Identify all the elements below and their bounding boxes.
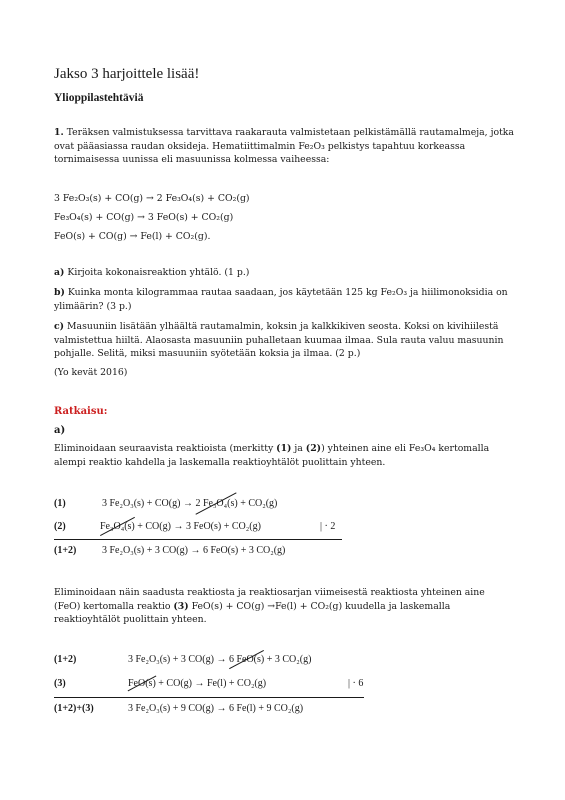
block1-row-3: 3 Fe₂O₃(s) + 3 CO(g) → 6 FeO(s) + 3 CO₂(g) (102, 545, 286, 556)
block1-label-1: (1) (54, 498, 66, 509)
solution-heading: Ratkaisu: (54, 406, 108, 417)
task-intro-text: Teräksen valmistuksessa tarvittava raakarauta valmistetaan pelkistämällä rautamalmeja, jotka ovat pääasiassa raudan oksideja. Hematiittimalmin Fe₂O₃ pelkistys tapahtuu korkeassa tornimaisessa uunissa eli masuunissa kolmessa vaiheessa: (54, 127, 514, 166)
question-c-text: Masuuniin lisätään ylhäältä rautamalmin, koksin ja kalkkikiven seosta. Koksi on kivihiilestä valmistettua hiiltä. Alaosasta masuuniin puhalletaan kuumaa ilmaa. Sula rauta valuu masuunin pohjalle. Selitä, miksi masuuniin syötetään koksia ja ilmaa. (2 p.) (54, 321, 504, 360)
question-b (54, 286, 514, 313)
block1-label-2: (2) (54, 521, 66, 532)
block2-row-1-rhs: + 3 CO₂(g) (264, 654, 312, 665)
block2-row-1-lhs: 3 Fe₂O₃(s) + 3 CO(g) → (128, 654, 229, 665)
block2-label-3: (1+2)+(3) (54, 703, 94, 714)
block1-sum-line (54, 539, 342, 540)
block2-row-3: 3 Fe₂O₃(s) + 9 CO(g) → 6 Fe(l) + 9 CO₂(g) (128, 703, 304, 714)
solution-p1-ref-2: (2) (305, 443, 322, 454)
block1-row-1-lhs: 3 Fe₂O₃(s) + CO(g) → (102, 498, 196, 509)
reaction-3: FeO(s) + CO(g) → Fe(l) + CO₂(g). (54, 231, 211, 242)
block1-row-1-cancelled: 2 Fe₃O₄(s) (195, 498, 238, 509)
reaction-2: Fe₃O₄(s) + CO(g) → 3 FeO(s) + CO₂(g) (54, 212, 234, 223)
question-c (54, 320, 514, 361)
question-b-text: Kuinka monta kilogrammaa rautaa saadaan, jos käytetään 125 kg Fe₂O₃ ja hiilimonoksidia on ylimäärin? (3 p.) (54, 287, 508, 312)
page-title: Jakso 3 harjoittele lisää! (54, 66, 200, 82)
solution-p2-text-a: Eliminoidaan näin saadusta reaktiosta ja reaktiosarjan viimeisestä reaktiosta yhteinen aine (FeO) kertomalla reaktio (54, 587, 485, 612)
block2-row-2-cancelled: FeO(s) (128, 678, 156, 689)
solution-p2-text-b: FeO(s) + CO(g) →Fe(l) + CO₂(g) kuudella ja laskemalla reaktioyhtälöt puolittain yhteen. (54, 600, 451, 626)
solution-paragraph-1 (54, 442, 514, 469)
block2-sum-line (54, 697, 364, 698)
solution-part-a-label: a) (54, 425, 66, 436)
solution-p1-text-mid: ja (291, 443, 306, 454)
solution-p1-text-a: Eliminoidaan seuraavista reaktioista (merkitty (54, 443, 277, 454)
page-subtitle: Ylioppilastehtäviä (54, 92, 144, 104)
task-intro (54, 126, 514, 167)
block2-label-1: (1+2) (54, 654, 77, 665)
task-source: (Yo kevät 2016) (54, 367, 128, 378)
question-a (54, 266, 514, 280)
block2-row-1-cancelled: 6 FeO(s) (228, 654, 265, 665)
question-c-label: c) (54, 321, 65, 332)
solution-p1-text-b: ) yhteinen aine eli Fe₃O₄ kertomalla alempi reaktio kahdella ja laskemalla reaktioyhtälöt puolittain yhteen. (54, 443, 490, 468)
block1-row-2-rest: + CO(g) → 3 FeO(s) + CO₂(g) (134, 521, 261, 532)
block2-multiplier: | · 6 (348, 678, 364, 689)
solution-p2-ref: (3) (173, 600, 189, 612)
block2-row-2 (128, 678, 266, 689)
block2-row-2-rest: + CO(g) → Fe(l) + CO₂(g) (155, 678, 267, 689)
block2-label-2: (3) (54, 678, 66, 689)
block1-label-3: (1+2) (54, 545, 77, 556)
block1-row-1 (102, 498, 277, 509)
block2-row-1 (128, 654, 311, 665)
block1-row-1-rhs: + CO₂(g) (237, 498, 278, 509)
reaction-1: 3 Fe₂O₃(s) + CO(g) → 2 Fe₃O₄(s) + CO₂(g) (54, 193, 250, 204)
block1-multiplier: | · 2 (320, 521, 336, 532)
solution-p1-ref-1: (1) (276, 443, 292, 454)
task-number: 1. (54, 127, 64, 138)
block1-row-2-cancelled: Fe₃O₄(s) (100, 521, 135, 532)
question-a-text: Kirjoita kokonaisreaktion yhtälö. (1 p.) (67, 267, 250, 278)
question-a-label: a) (54, 267, 65, 278)
solution-paragraph-2 (54, 586, 514, 627)
question-b-label: b) (54, 287, 65, 298)
block1-row-2 (100, 521, 261, 532)
